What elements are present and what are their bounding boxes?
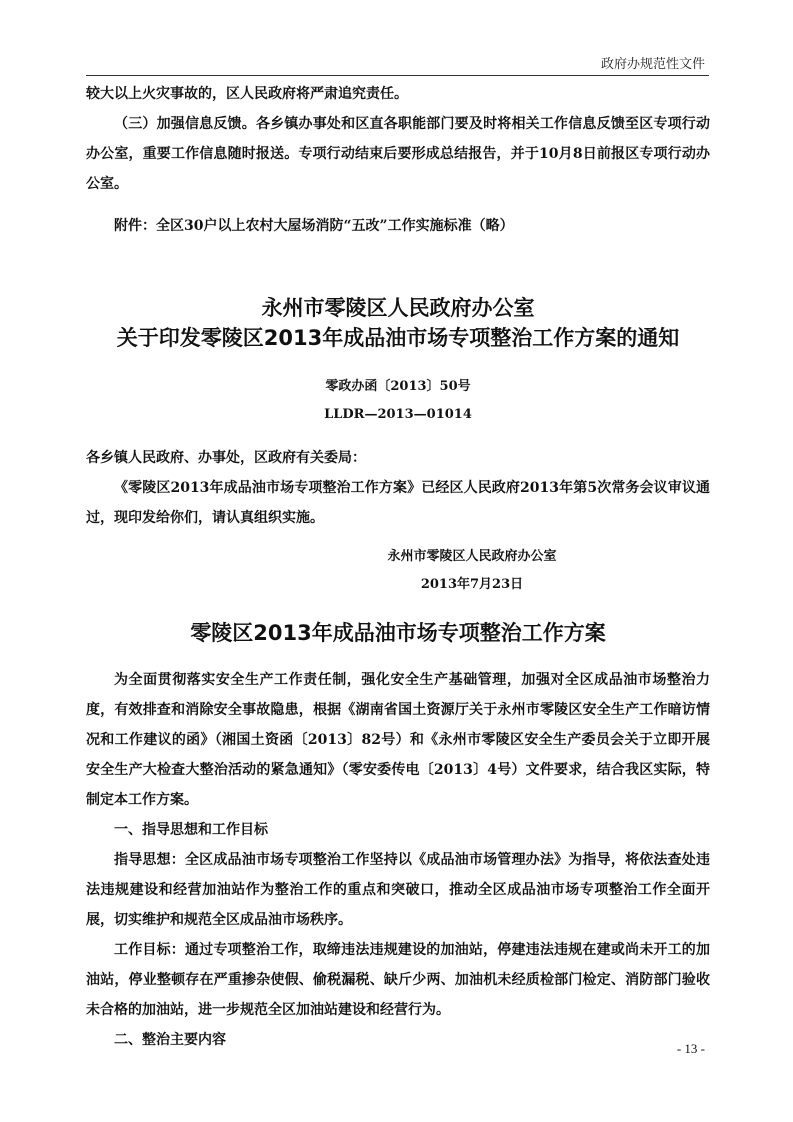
header-label: 政府办规范性文件 [600, 57, 705, 72]
section-heading-1: 一、指导思想和工作目标 [114, 822, 268, 838]
sign-date: 2013年7月23日 [420, 577, 524, 592]
notice-title [86, 293, 710, 353]
notice-title-line-2: 关于印发零陵区2013年成品油市场专项整治工作方案的通知 [116, 326, 680, 350]
header-divider [86, 75, 709, 76]
notice-title-line-1: 永州市零陵区人民政府办公室 [261, 296, 535, 320]
continued-line: 较大以上火灾事故的，区人民政府将严肃追究责任。 [86, 86, 408, 102]
document-number: 零政办函〔2013〕50号 [325, 379, 471, 394]
notice-body: 《零陵区2013年成品油市场专项整治工作方案》已经区人民政府2013年第5次常务会议审议通过，现印发给你们，请认真组织实施。 [86, 480, 710, 526]
page-content [86, 79, 710, 1055]
section-heading-2: 二、整治主要内容 [114, 1032, 226, 1048]
attachment-note: 附件：全区30户以上农村大屋场消防“五改”工作实施标准（略） [114, 218, 514, 234]
plan-title: 零陵区2013年成品油市场专项整治工作方案 [190, 621, 606, 645]
info-feedback-paragraph: （三）加强信息反馈。各乡镇办事处和区直各职能部门要及时将相关工作信息反馈至区专项行动办公室，重要工作信息随时报送。专项行动结束后要形成总结报告，并于10月8日前报区专项行动办公室。 [86, 116, 710, 192]
plan-intro: 为全面贯彻落实安全生产工作责任制，强化安全生产基础管理，加强对全区成品油市场整治力度，有效排查和消除安全事故隐患，根据《湖南省国土资源厅关于永州市零陵区安全生产工作暗访情况和工作建议的函》（湘国土资函〔2013〕82号）和《永州市零陵区安全生产委员会关于立即开展安全生产大检查大整治活动的紧急通知》（零安委传电〔2013〕4号）文件要求，结合我区实际，特制定本工作方案。 [86, 672, 710, 808]
page-number: - 13 - [676, 1041, 705, 1056]
registration-number: LLDR—2013—01014 [324, 407, 472, 422]
addressee: 各乡镇人民政府、办事处，区政府有关委局： [86, 450, 366, 466]
signature-block [86, 543, 710, 599]
guiding-ideology: 指导思想：全区成品油市场专项整治工作坚持以《成品油市场管理办法》为指导，将依法查处违法违规建设和经营加油站作为整治工作的重点和突破口，推动全区成品油市场专项整治工作全面开展，切实维护和规范全区成品油市场秩序。 [86, 852, 710, 928]
signer: 永州市零陵区人民政府办公室 [387, 549, 557, 564]
work-goal: 工作目标：通过专项整治工作，取缔违法违规建设的加油站，停建违法违规在建或尚未开工的加油站，停业整顿存在严重掺杂使假、偷税漏税、缺斤少两、加油机未经质检部门检定、消防部门验收未合格的加油站，进一步规范全区加油站建设和经营行为。 [86, 942, 710, 1018]
